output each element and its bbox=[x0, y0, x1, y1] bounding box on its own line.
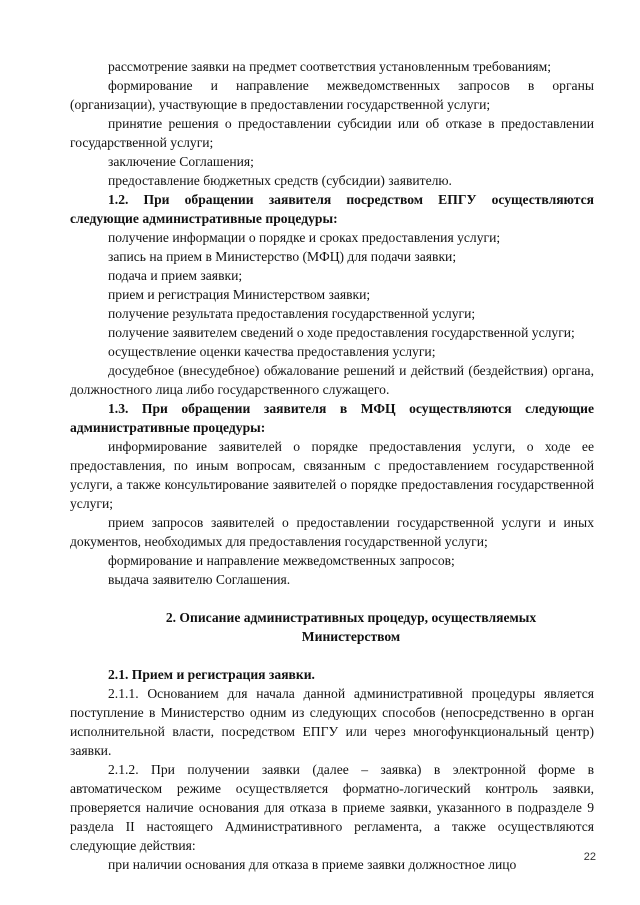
document-body bbox=[70, 57, 594, 874]
paragraph: 2.1.2. При получении заявки (далее – заявка) в электронной форме в автоматическом режиме осуществляется форматно-логический контроль заявки, проверяется наличие основания для отказа в приеме заявки, указанного в подразделе 9 раздела II настоящего Административного регламента, а также осуществляются следующие действия: bbox=[70, 762, 594, 853]
list-item: подача и прием заявки; bbox=[108, 268, 243, 283]
page-number: 22 bbox=[583, 851, 596, 863]
paragraph: рассмотрение заявки на предмет соответствия установленным требованиям; bbox=[108, 59, 551, 74]
list-item: получение информации о порядке и сроках предоставления услуги; bbox=[108, 230, 501, 245]
list-item: запись на прием в Министерство (МФЦ) для подачи заявки; bbox=[108, 249, 457, 264]
paragraph: при наличии основания для отказа в приеме заявки должностное лицо bbox=[108, 857, 517, 872]
list-item: формирование и направление межведомственных запросов; bbox=[108, 553, 455, 568]
list-item: получение результата предоставления государственной услуги; bbox=[108, 306, 476, 321]
subsection-heading-2-1: 2.1. Прием и регистрация заявки. bbox=[108, 667, 315, 682]
list-item: получение заявителем сведений о ходе предоставления государственной услуги; bbox=[108, 325, 575, 340]
paragraph: заключение Соглашения; bbox=[108, 154, 254, 169]
subsection-heading-1-3: 1.3. При обращении заявителя в МФЦ осуществляются следующие административные процедуры: bbox=[70, 401, 594, 435]
section-2-title-line-1: 2. Описание административных процедур, осуществляемых bbox=[165, 610, 537, 625]
list-item: информирование заявителей о порядке предоставления услуги, о ходе ее предоставления, по иным вопросам, связанным с предоставлением государственной услуги, а также консультирование заявителей о порядке предоставления государственной услуги; bbox=[70, 439, 594, 511]
paragraph: предоставление бюджетных средств (субсидии) заявителю. bbox=[108, 173, 452, 188]
section-2-title-line-2: Министерством bbox=[301, 629, 401, 644]
subsection-heading-1-2: 1.2. При обращении заявителя посредством ЕПГУ осуществляются следующие административные процедуры: bbox=[70, 192, 594, 226]
list-item: прием и регистрация Министерством заявки; bbox=[108, 287, 371, 302]
list-item: выдача заявителю Соглашения. bbox=[108, 572, 291, 587]
spacer bbox=[70, 646, 594, 665]
list-item: осуществление оценки качества предоставления услуги; bbox=[108, 344, 436, 359]
paragraph: принятие решения о предоставлении субсидии или об отказе в предоставлении государственной услуги; bbox=[70, 116, 594, 150]
list-item: досудебное (внесудебное) обжалование решений и действий (бездействия) органа, должностного лица либо государственного служащего. bbox=[70, 363, 594, 397]
spacer bbox=[70, 589, 594, 608]
paragraph: формирование и направление межведомственных запросов в органы (организации), участвующие в предоставлении государственной услуги; bbox=[70, 78, 594, 112]
paragraph: 2.1.1. Основанием для начала данной административной процедуры является поступление в Министерство одним из следующих способов (непосредственно в орган исполнительной власти, посредством ЕПГУ или через многофункциональный центр) заявки. bbox=[70, 686, 594, 758]
list-item: прием запросов заявителей о предоставлении государственной услуги и иных документов, необходимых для предоставления государственной услуги; bbox=[70, 515, 594, 549]
